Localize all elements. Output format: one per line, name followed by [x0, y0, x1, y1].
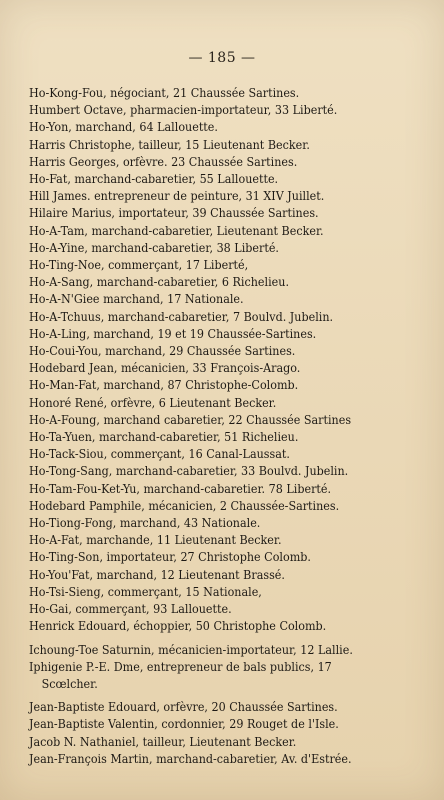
list-item: Ho-Kong-Fou, négociant, 21 Chaussée Sartines. — [29, 85, 300, 100]
directory-list — [29, 84, 429, 767]
list-item: Ho-Ting-Son, importateur, 27 Christophe Colomb. — [29, 549, 311, 565]
list-item: Jean-Baptiste Edouard, orfèvre, 20 Chaussée Sartines. — [29, 699, 338, 715]
list-item: Harris Georges, orfèvre. 23 Chaussée Sartines. — [29, 153, 298, 169]
list-item: Hodebard Jean, mécanicien, 33 François-Arago. — [29, 360, 301, 376]
list-item: Harris Christophe, tailleur, 15 Lieutenant Becker. — [29, 136, 310, 152]
list-item: Ho-Gai, commerçant, 93 Lallouette. — [29, 601, 232, 617]
list-item: Ho-Tong-Sang, marchand-cabaretier, 33 Boulvd. Jubelin. — [29, 463, 349, 479]
list-item: Ho-Ting-Noe, commerçant, 17 Liberté, — [29, 257, 249, 273]
list-item: Jacob N. Nathaniel, tailleur, Lieutenant Becker. — [29, 733, 297, 749]
list-item: Honoré René, orfèvre, 6 Lieutenant Becker. — [29, 394, 277, 410]
list-item: Jean-Baptiste Valentin, cordonnier, 29 Rouget de l'Isle. — [29, 716, 339, 732]
list-item: Iphigenie P.-E. Dme, entrepreneur de bals publics, 17 — [29, 658, 332, 674]
list-item: Ho-A-Tam, marchand-cabaretier, Lieutenant Becker. — [29, 222, 324, 238]
list-item: Hodebard Pamphile, mécanicien, 2 Chaussée-Sartines. — [29, 497, 340, 513]
list-item: Ho-A-Ling, marchand, 19 et 19 Chaussée-Sartines. — [29, 325, 317, 341]
list-item: Jean-François Martin, marchand-cabaretier, Av. d'Estrée. — [29, 750, 352, 766]
list-item: Ho-Fat, marchand-cabaretier, 55 Lallouette. — [29, 171, 279, 187]
list-item: Ho-Yon, marchand, 64 Lallouette. — [29, 119, 218, 135]
list-item: Ichoung-Toe Saturnin, mécanicien-importateur, 12 Lallie. — [29, 641, 353, 657]
list-item: Hilaire Marius, importateur, 39 Chaussée Sartines. — [29, 205, 319, 221]
list-item-continuation: Scœlcher. — [41, 675, 98, 691]
list-item: Ho-A-Tchuus, marchand-cabaretier, 7 Boulvd. Jubelin. — [29, 308, 334, 324]
list-item: Ho-A-Fat, marchande, 11 Lieutenant Becker. — [29, 532, 282, 548]
list-item: Ho-Coui-You, marchand, 29 Chaussée Sartines. — [29, 343, 296, 359]
list-item: Ho-Tam-Fou-Ket-Yu, marchand-cabaretier. 78 Liberté. — [29, 480, 332, 496]
page-number: — 185 — — [188, 50, 256, 66]
list-item: Ho-You'Fat, marchand, 12 Lieutenant Brassé. — [29, 566, 285, 582]
list-item: Hill James. entrepreneur de peinture, 31 XIV Juillet. — [29, 188, 325, 204]
list-item: Henrick Edouard, échoppier, 50 Christophe Colomb. — [29, 618, 327, 634]
list-item: Ho-Tack-Siou, commerçant, 16 Canal-Laussat. — [29, 446, 290, 462]
list-item: Humbert Octave, pharmacien-importateur, 33 Liberté. — [29, 102, 338, 118]
list-item: Ho-A-Yine, marchand-cabaretier, 38 Liberté. — [29, 239, 279, 255]
list-item: Ho-A-Sang, marchand-cabaretier, 6 Richelieu. — [29, 274, 289, 290]
list-item: Ho-A-N'Giee marchand, 17 Nationale. — [29, 291, 244, 307]
list-item: Ho-Tsi-Sieng, commerçant, 15 Nationale, — [29, 583, 262, 599]
list-item: Ho-Tiong-Fong, marchand, 43 Nationale. — [29, 515, 261, 531]
list-item: Ho-A-Foung, marchand cabaretier, 22 Chaussée Sartines — [29, 411, 352, 427]
list-item: Ho-Ta-Yuen, marchand-cabaretier, 51 Richelieu. — [29, 429, 299, 445]
list-item: Ho-Man-Fat, marchand, 87 Christophe-Colomb. — [29, 377, 299, 393]
